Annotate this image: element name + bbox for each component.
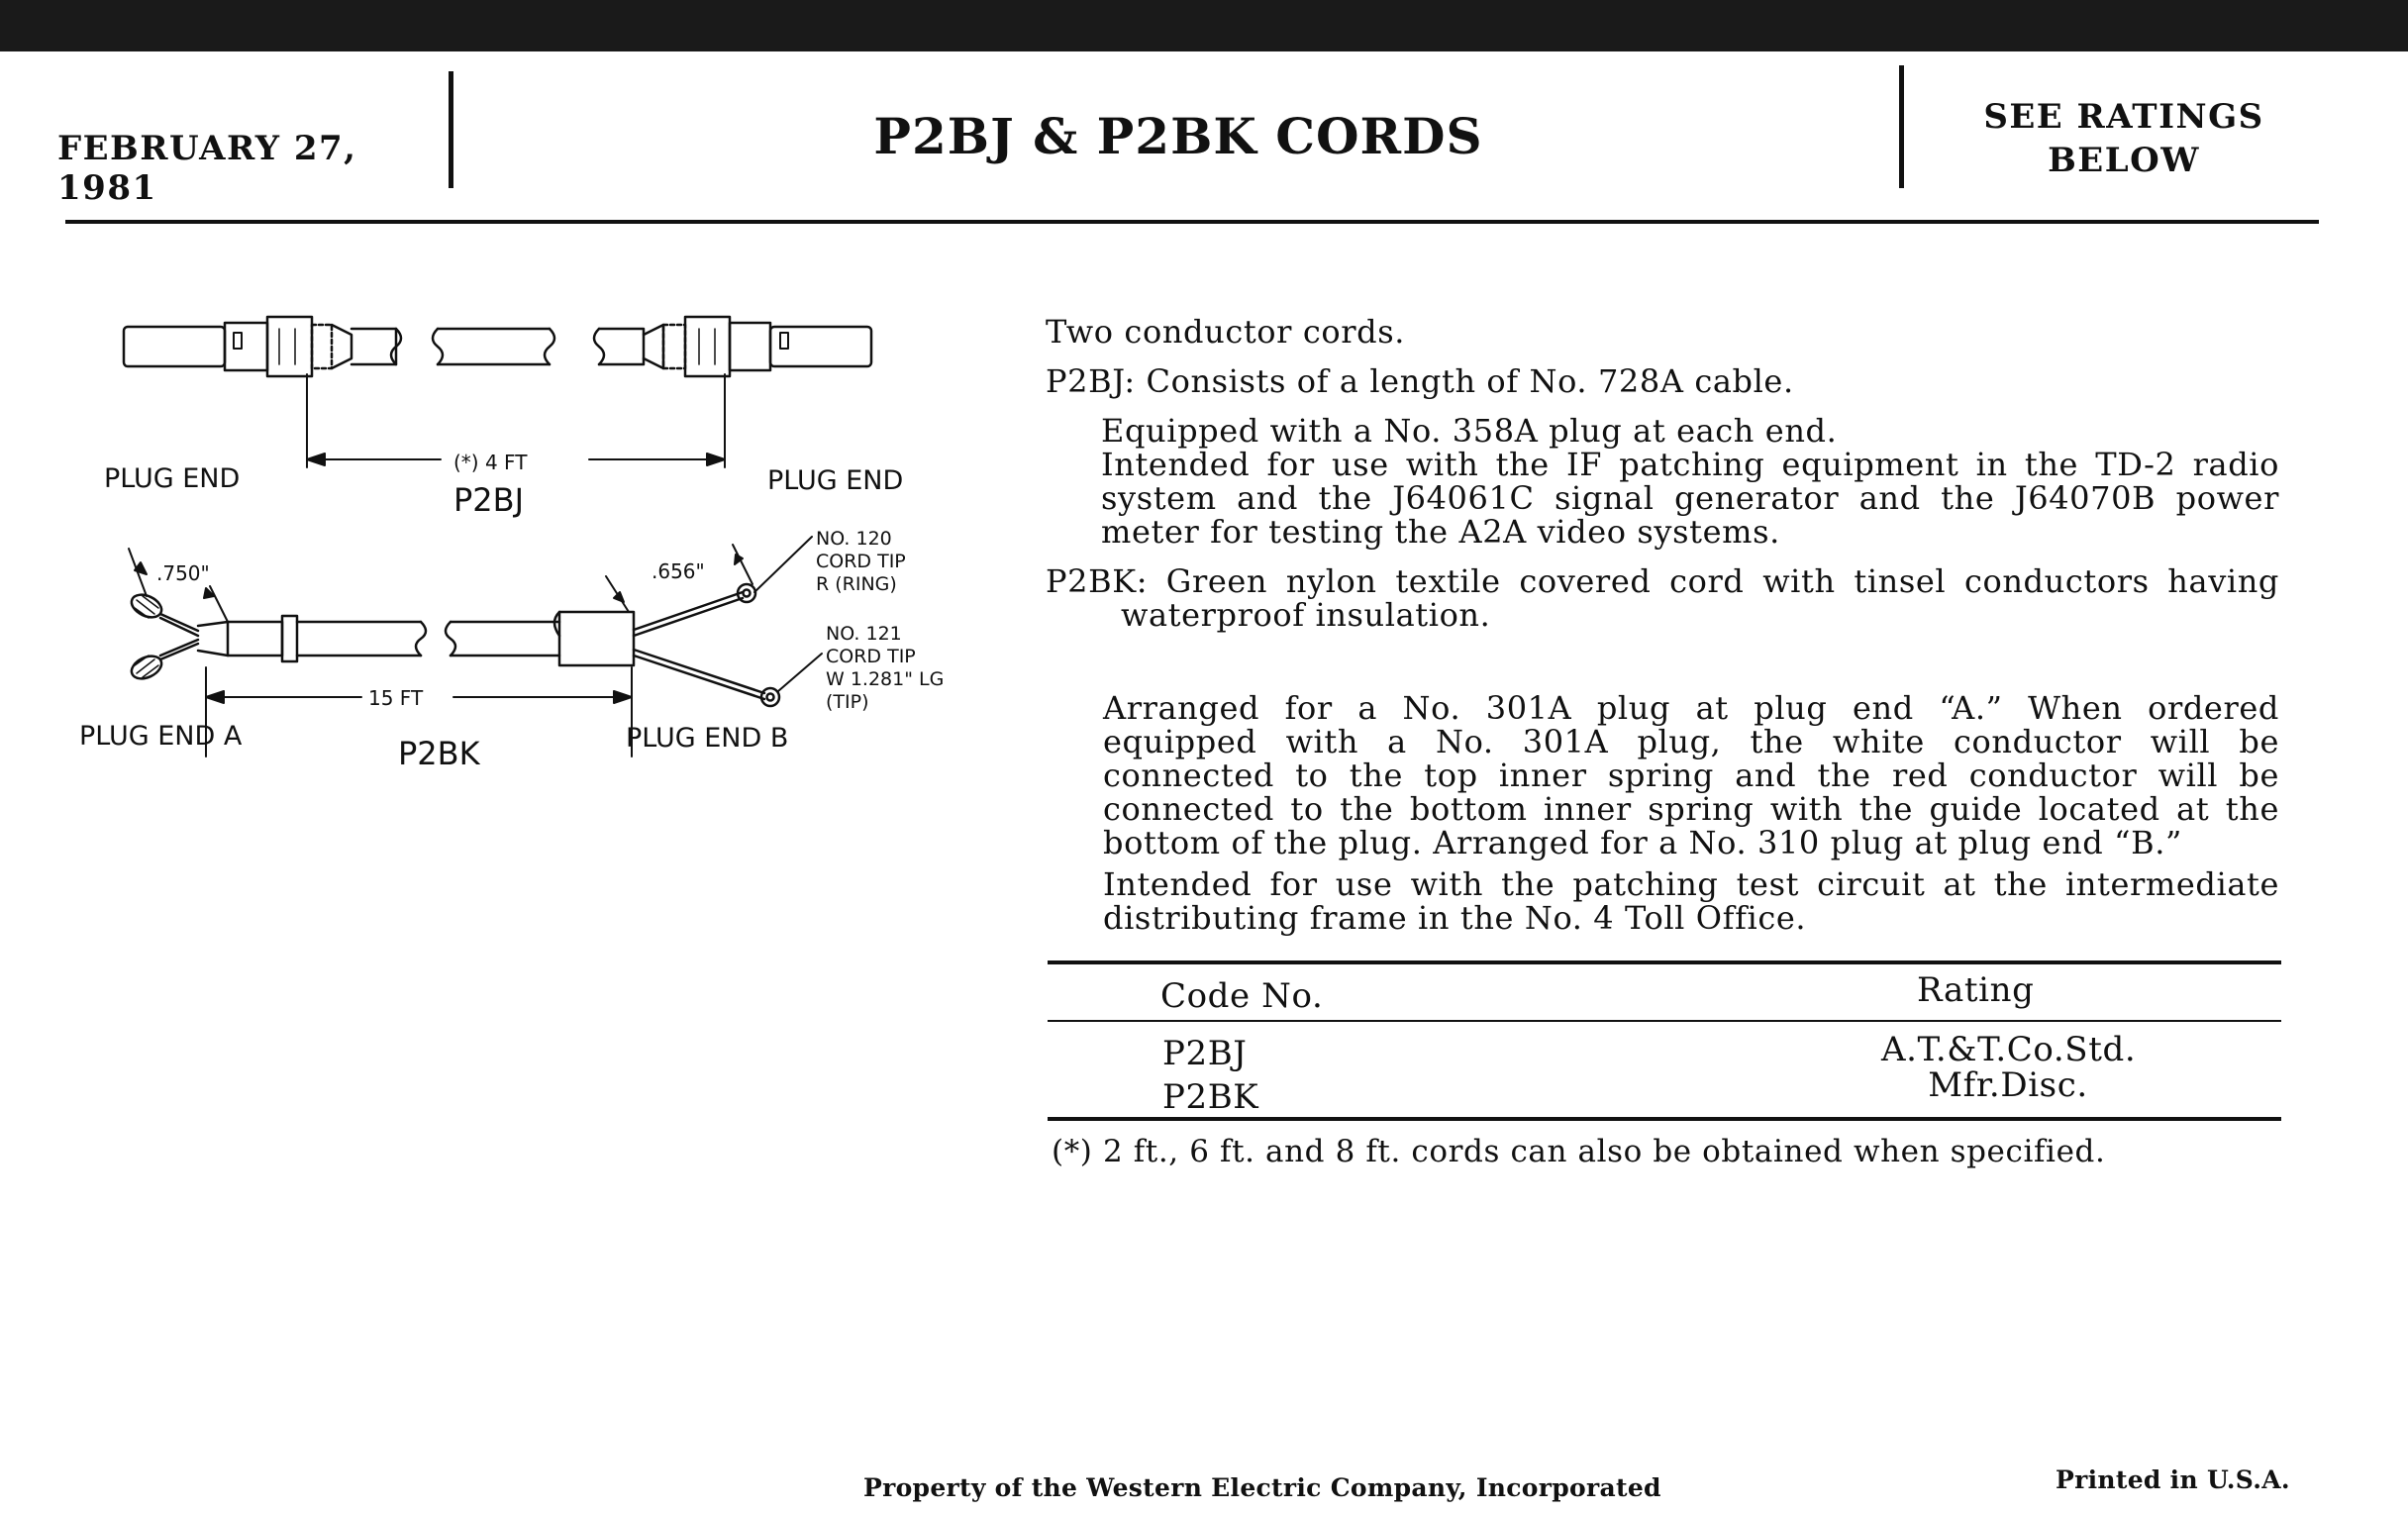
table-row-code: P2BK [1162, 1077, 1259, 1117]
table-top-rule [1048, 960, 2281, 964]
p2bj-label: P2BJ: [1046, 362, 1136, 400]
header-rule [65, 220, 2319, 224]
table-row-rating: Mfr.Disc. [1928, 1065, 2088, 1105]
p2bj-right-plug [594, 317, 871, 376]
p2bk-tip-r-line2: CORD TIP [816, 551, 906, 572]
p2bk-tip-r-line1: NO. 120 [816, 528, 892, 550]
table-row-code: P2BJ [1162, 1034, 1248, 1073]
header-rating-note [1916, 95, 2332, 182]
p2bk-label: P2BK: [1046, 562, 1149, 600]
table-bottom-rule [1048, 1117, 2281, 1121]
cord-diagram [59, 299, 970, 794]
p2bk-tip-w-line1: NO. 121 [826, 623, 902, 645]
column-header-rating: Rating [1917, 970, 2035, 1010]
header-rating-line1: SEE RATINGS [1983, 97, 2264, 137]
p2bk-name: P2BK [398, 735, 480, 772]
table-row-rating: A.T.&T.Co.Std. [1881, 1030, 2137, 1069]
p2bj-left-plug [124, 317, 401, 376]
p2bk-end-a-label: PLUG END A [79, 721, 243, 752]
p2bk-length-label: 15 FT [368, 686, 424, 710]
column-header-code: Code No. [1160, 976, 1324, 1016]
p2bk-description [1046, 564, 2279, 632]
page-title: P2BJ & P2BK CORDS [873, 107, 1483, 165]
footer-property: Property of the Western Electric Company, Incorporated [863, 1473, 1661, 1502]
p2bk-text-line2: waterproof insulation. [1121, 596, 1491, 634]
p2bk-plug-end-a [128, 590, 426, 683]
header-rating-line2: BELOW [2048, 141, 2200, 180]
p2bk-tip-w-line2: CORD TIP [826, 646, 916, 667]
header-date: FEBRUARY 27, 1981 [57, 129, 357, 208]
p2bj-length-label: (*) 4 FT [453, 451, 528, 474]
p2bj-use: Intended for use with the IF patching equipment in the TD-2 radio system and the J64061C signal generator and the J64070B power meter for testing the A2A video systems. [1101, 446, 2279, 551]
table-footnote: (*) 2 ft., 6 ft. and 8 ft. cords can also be obtained when specified. [1052, 1134, 2106, 1169]
footer-printed: Printed in U.S.A. [2056, 1465, 2290, 1494]
p2bj-equipped: Equipped with a No. 358A plug at each end. [1101, 412, 1838, 450]
p2bj-left-label: PLUG END [104, 463, 241, 494]
p2bk-arranged: Arranged for a No. 301A plug at plug end “A.” When ordered equipped with a No. 301A plug, the white conductor will be connected to the top inner spring and the red conductor will be connected to the bottom inner spring with the guide located at the bottom of the plug. Arranged for a No. 310 plug at plug end “B.” [1103, 689, 2279, 861]
intro-text: Two conductor cords. [1046, 313, 1405, 351]
p2bk-end-b-label: PLUG END B [626, 723, 789, 754]
p2bk-dim-b: .656" [652, 559, 705, 583]
header-divider-right [1899, 65, 1904, 188]
header-divider-left [449, 71, 453, 188]
p2bj-middle-cable [433, 329, 554, 364]
p2bk-text-line1: Green nylon textile covered cord with tinsel conductors having [1165, 562, 2279, 600]
p2bj-text: Consists of a length of No. 728A cable. [1146, 362, 1794, 400]
p2bk-dim-a: .750" [156, 561, 210, 585]
p2bk-tip-w-line4: (TIP) [826, 691, 869, 713]
p2bk-tip-w-line3: W 1.281" LG [826, 668, 945, 690]
table-header-rule [1048, 1020, 2281, 1022]
p2bj-description [1046, 364, 1794, 398]
spec-card [0, 51, 2408, 1515]
p2bk-plug-end-b [446, 584, 779, 706]
p2bj-name: P2BJ [453, 481, 525, 519]
p2bk-use: Intended for use with the patching test circuit at the intermediate distributing frame in the No. 4 Toll Office. [1103, 865, 2279, 937]
p2bj-right-label: PLUG END [767, 465, 904, 496]
p2bk-tip-r-line3: R (RING) [816, 573, 897, 595]
